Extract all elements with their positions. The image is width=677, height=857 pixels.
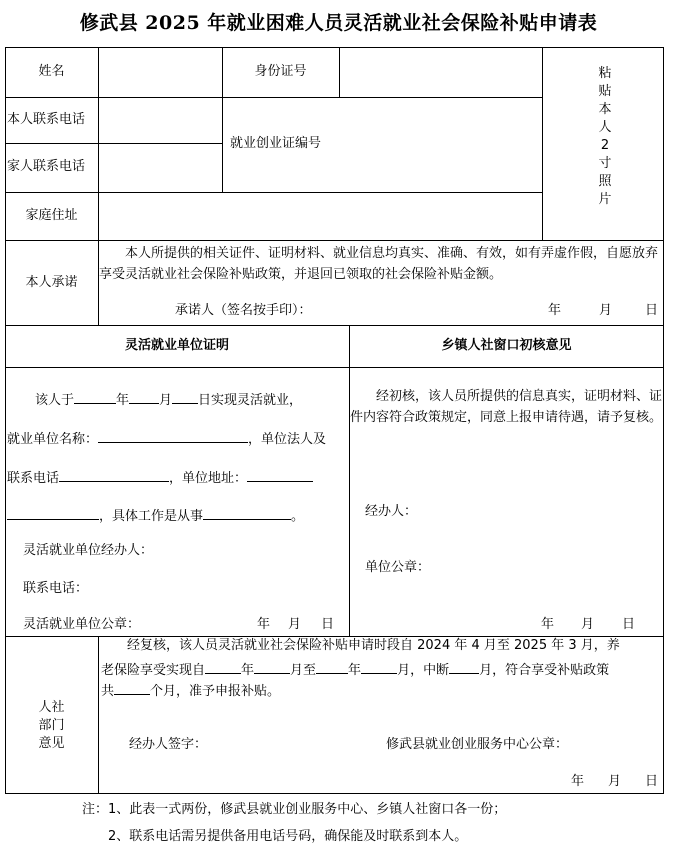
pledge-signer-label: 承诺人（签名按手印）： bbox=[175, 303, 312, 318]
unit-cert-line2 bbox=[7, 428, 326, 448]
text: 。 bbox=[291, 509, 305, 524]
unit-agent-label: 灵活就业单位经办人： bbox=[23, 543, 154, 558]
name-field[interactable] bbox=[99, 48, 221, 97]
application-form bbox=[5, 47, 664, 794]
text: 月，中断 bbox=[397, 663, 450, 678]
blank-start-month[interactable] bbox=[254, 659, 290, 674]
blank-year[interactable] bbox=[74, 389, 116, 404]
hr-line2 bbox=[101, 659, 609, 679]
rule bbox=[98, 636, 99, 793]
border-right bbox=[663, 47, 664, 794]
pledge-month: 月 bbox=[599, 303, 613, 318]
text: 月，符合享受补贴政策 bbox=[479, 663, 610, 678]
text: 就业单位名称： bbox=[7, 432, 99, 447]
family-phone-label: 家人联系电话 bbox=[7, 159, 86, 174]
text: 联系电话 bbox=[7, 471, 60, 486]
township-seal-label: 单位公章： bbox=[365, 560, 431, 575]
text: 年 bbox=[116, 393, 130, 408]
employment-cert-label: 就业创业证编号 bbox=[230, 136, 322, 151]
id-number-label: 身份证号 bbox=[254, 64, 307, 79]
blank-unit-address[interactable] bbox=[247, 467, 313, 482]
text: ，具体工作是从事 bbox=[99, 509, 204, 524]
township-day: 日 bbox=[622, 617, 636, 632]
unit-cert-line3 bbox=[7, 467, 313, 487]
unit-year: 年 bbox=[257, 617, 271, 632]
hr-day: 日 bbox=[645, 774, 659, 789]
hr-line1: 经复核，该人员灵活就业社会保险补贴申请时段自 2024 年 4 月至 2025 年 3 月，养 bbox=[127, 638, 620, 653]
blank-address-cont[interactable] bbox=[7, 505, 99, 520]
unit-seal-label: 灵活就业单位公章： bbox=[23, 617, 141, 632]
address-field[interactable] bbox=[99, 193, 541, 240]
hr-line3 bbox=[101, 680, 280, 700]
township-opinion-text: 经初核，该人员所提供的信息真实，证明材料、证件内容符合政策规定，同意上报申请待遇，请予复核。 bbox=[350, 389, 663, 425]
note-1: 注：1、此表一式两份，修武县就业创业服务中心、乡镇人社窗口各一份； bbox=[82, 802, 507, 817]
rule bbox=[5, 143, 98, 144]
unit-cert-header: 灵活就业单位证明 bbox=[124, 338, 229, 353]
blank-day[interactable] bbox=[172, 389, 198, 404]
text: 该人于 bbox=[35, 393, 75, 408]
id-number-field[interactable] bbox=[340, 48, 541, 97]
text: 共 bbox=[101, 684, 115, 699]
rule bbox=[5, 367, 664, 368]
township-month: 月 bbox=[581, 617, 595, 632]
border-bottom bbox=[5, 793, 664, 794]
unit-month: 月 bbox=[288, 617, 302, 632]
unit-cert-line1 bbox=[35, 389, 302, 409]
pledge-day: 日 bbox=[645, 303, 659, 318]
rule bbox=[349, 325, 350, 636]
township-header: 乡镇人社窗口初核意见 bbox=[441, 338, 572, 353]
family-phone-field[interactable] bbox=[99, 144, 221, 192]
unit-phone-label: 联系电话： bbox=[23, 581, 89, 596]
blank-unit-name[interactable] bbox=[98, 428, 248, 443]
rule bbox=[542, 47, 543, 240]
rule bbox=[5, 325, 664, 326]
pledge-year: 年 bbox=[548, 303, 562, 318]
township-agent-label: 经办人： bbox=[365, 504, 418, 519]
blank-interruption[interactable] bbox=[449, 659, 479, 674]
text: ，单位地址： bbox=[169, 471, 248, 486]
township-year: 年 bbox=[541, 617, 555, 632]
text: 年 bbox=[241, 663, 255, 678]
text: 老保险享受实现自 bbox=[101, 663, 206, 678]
blank-month[interactable] bbox=[129, 389, 159, 404]
own-phone-field[interactable] bbox=[99, 98, 221, 143]
text: 月 bbox=[159, 393, 173, 408]
rule bbox=[5, 240, 664, 241]
text: ，单位法人及 bbox=[248, 432, 327, 447]
text: 月至 bbox=[290, 663, 317, 678]
employment-cert-field[interactable] bbox=[340, 98, 541, 192]
blank-end-month[interactable] bbox=[361, 659, 397, 674]
blank-total-months[interactable] bbox=[114, 680, 150, 695]
pledge-label: 本人承诺 bbox=[25, 275, 78, 290]
hr-opinion-label-text: 人社部门意见 bbox=[38, 700, 65, 751]
hr-opinion-label bbox=[5, 699, 98, 753]
note-2: 2、联系电话需另提供备用电话号码，确保能及时联系到本人。 bbox=[108, 829, 468, 844]
hr-agent-sign-label: 经办人签字： bbox=[129, 737, 208, 752]
form-title: 修武县 2025 年就业困难人员灵活就业社会保险补贴申请表 bbox=[79, 12, 598, 34]
blank-start-year[interactable] bbox=[205, 659, 241, 674]
text: 日实现灵活就业， bbox=[198, 393, 303, 408]
unit-day: 日 bbox=[321, 617, 335, 632]
unit-cert-line4 bbox=[7, 505, 304, 525]
name-label: 姓名 bbox=[38, 64, 65, 79]
text: 个月，准予申报补贴。 bbox=[150, 684, 281, 699]
rule bbox=[5, 636, 664, 637]
address-label: 家庭住址 bbox=[25, 208, 78, 223]
border-left bbox=[5, 47, 6, 794]
own-phone-label: 本人联系电话 bbox=[7, 112, 86, 127]
blank-job[interactable] bbox=[203, 505, 291, 520]
blank-end-year[interactable] bbox=[316, 659, 348, 674]
pledge-text: 本人所提供的相关证件、证明材料、就业信息均真实、准确、有效，如有弄虚作假，自愿放弃享受灵活就业社会保险补贴政策，并退回已领取的社会保险补贴金额。 bbox=[99, 246, 659, 282]
text: 年 bbox=[348, 663, 362, 678]
photo-placeholder: 粘贴本人2寸照片 bbox=[598, 66, 612, 207]
blank-unit-phone[interactable] bbox=[59, 467, 169, 482]
hr-center-seal-label: 修武县就业创业服务中心公章： bbox=[386, 737, 569, 752]
hr-year: 年 bbox=[571, 774, 585, 789]
hr-month: 月 bbox=[608, 774, 622, 789]
